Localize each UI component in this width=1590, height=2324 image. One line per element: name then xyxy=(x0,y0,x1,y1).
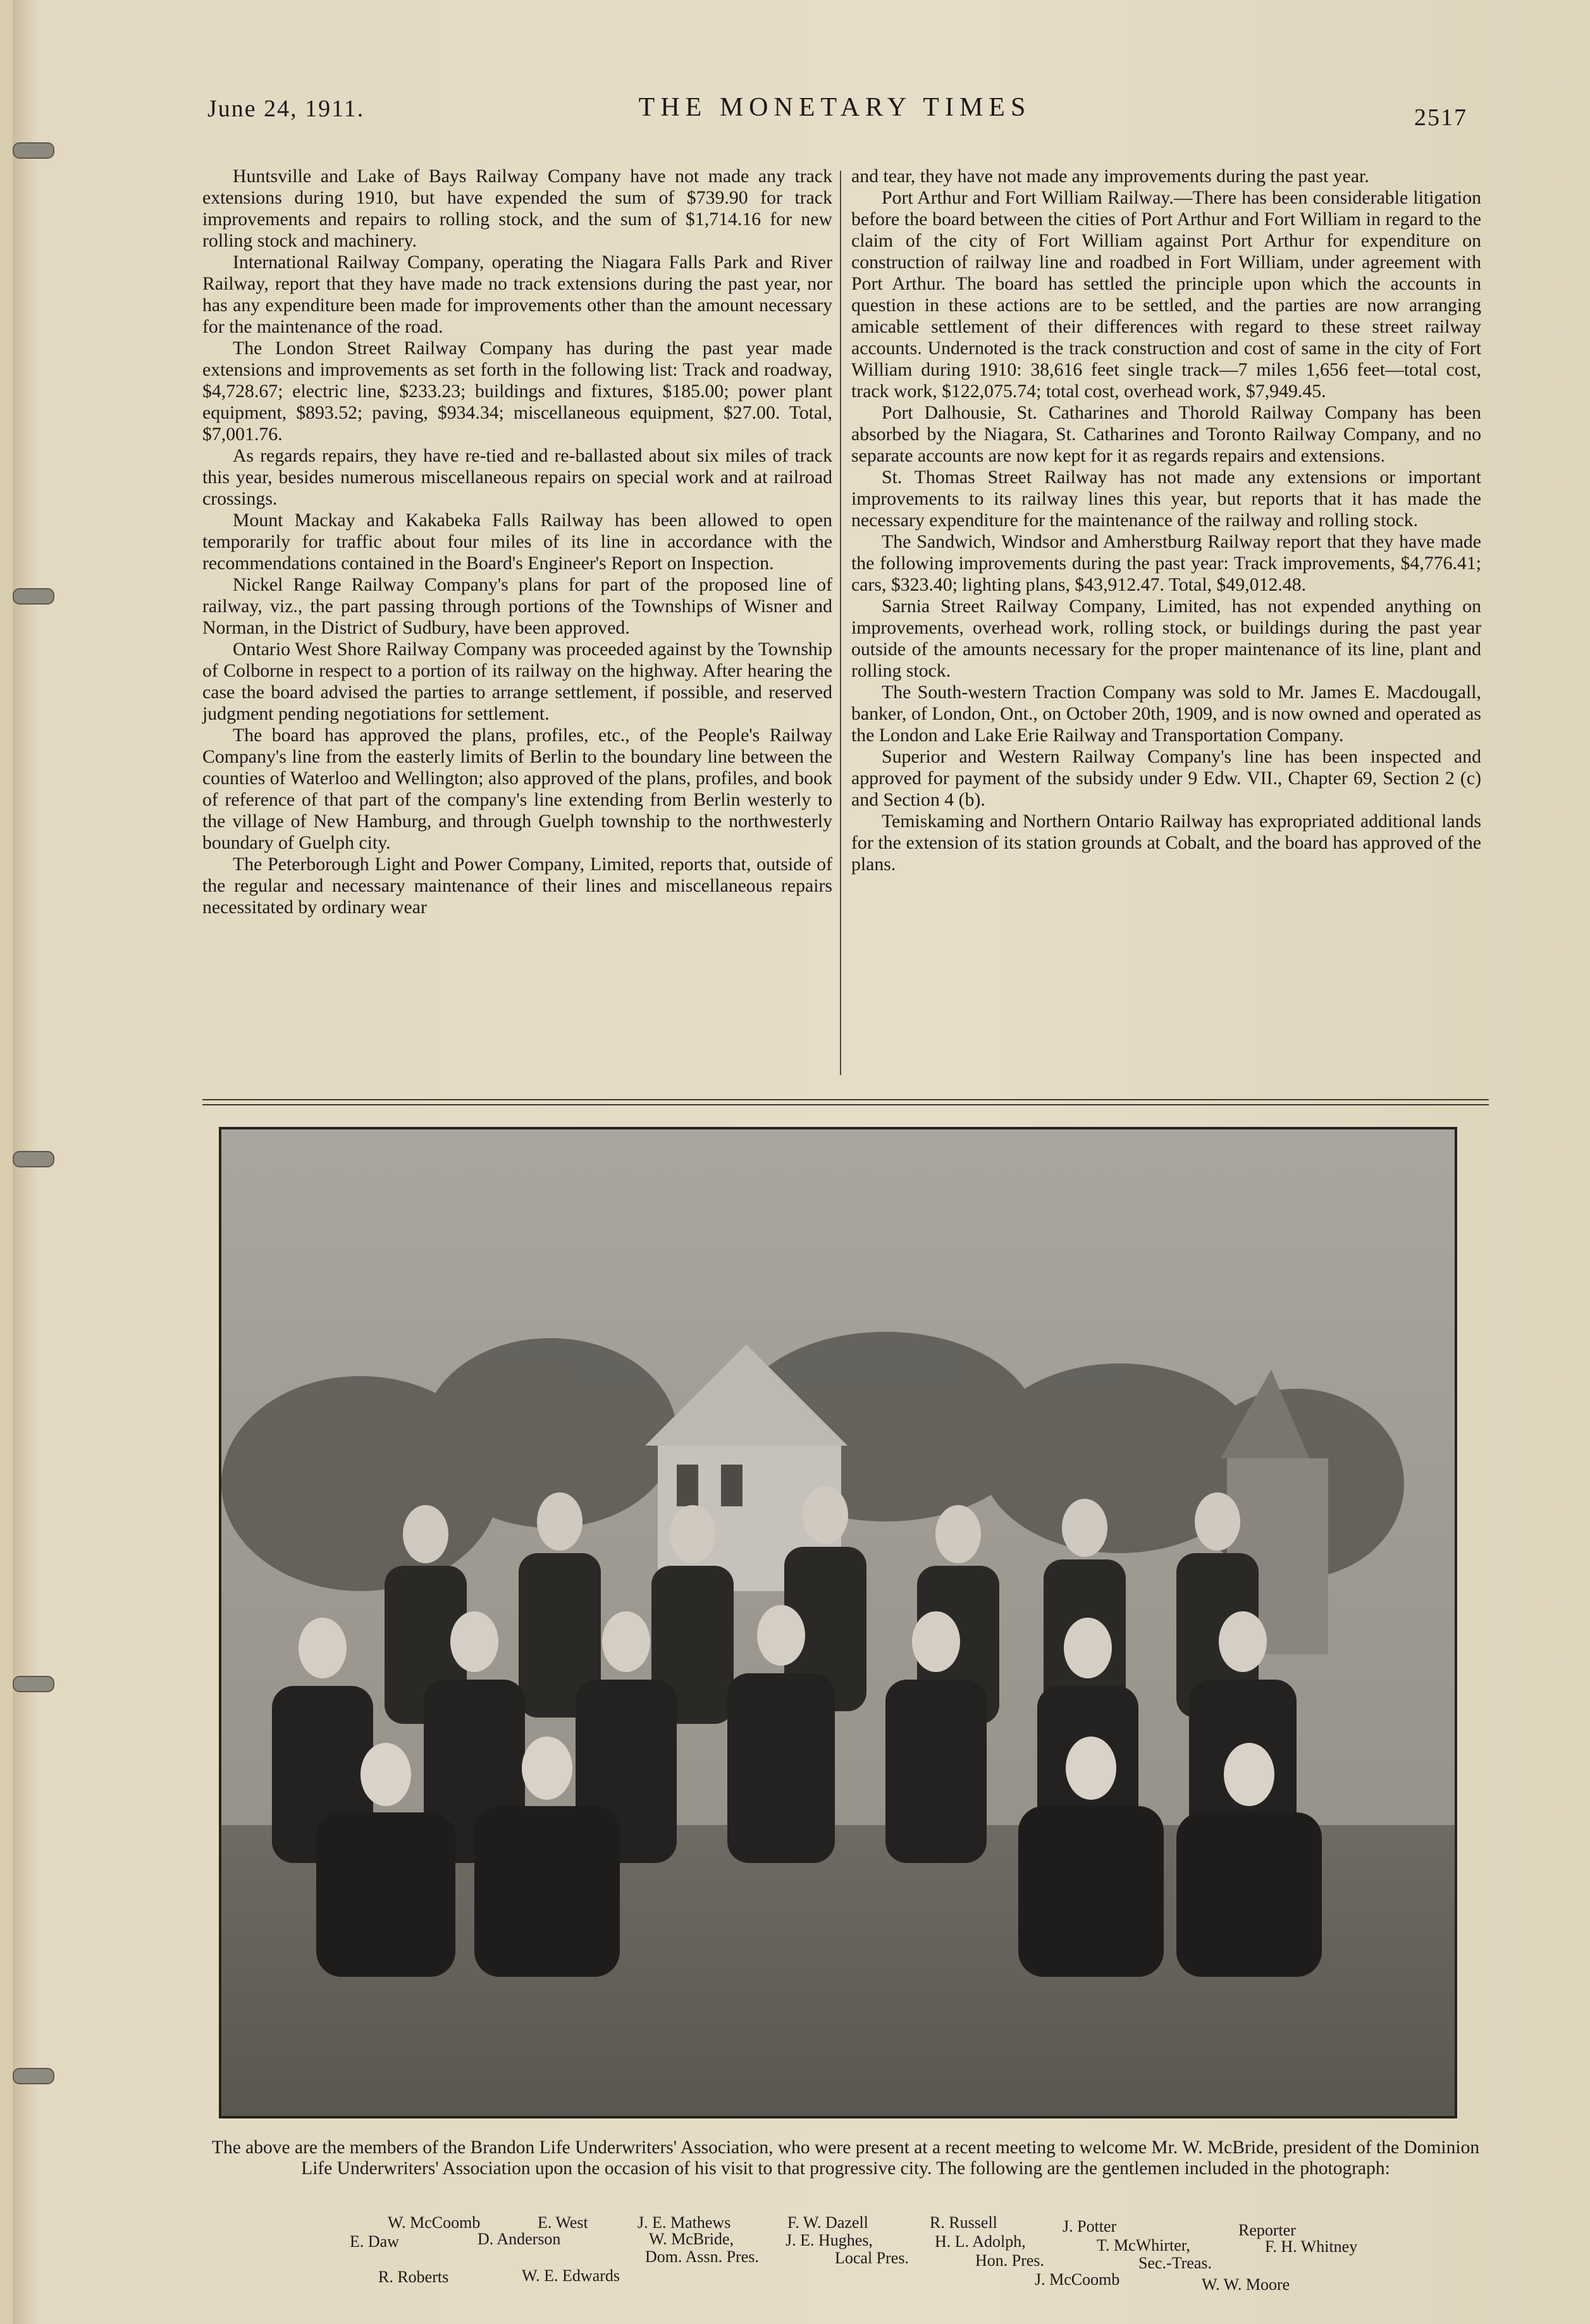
paragraph: Sarnia Street Railway Company, Limited, has not expended anything on improvements, overhead work, rolling stock, or buildings during the past year outside of the amounts necessary for the proper maintenance of its line, plant and rolling stock. xyxy=(851,596,1481,681)
paragraph: Nickel Range Railway Company's plans for part of the proposed line of railway, viz., the part passing through portions of the Townships of Wisner and Norman, in the District of Sudbury, have been approved. xyxy=(202,574,832,638)
person-name: W. McCoomb xyxy=(388,2213,481,2232)
person-name: H. L. Adolph, xyxy=(935,2232,1026,2251)
paragraph: Mount Mackay and Kakabeka Falls Railway has been allowed to open temporarily for traffic about four miles of its line in accordance with the recommendations contained in the Board's Engineer's Report on Inspection. xyxy=(202,510,832,574)
paragraph: The board has approved the plans, profiles, etc., of the People's Railway Company's line from the easterly limits of Berlin to the boundary line between the counties of Waterloo and Wellington; also approved of the plans, profiles, and book of reference of that part of the company's line extending from Berlin westerly to the village of New Hamburg, and through Guelph township to the northwesterly boundary of Guelph city. xyxy=(202,725,832,853)
person-name: J. E. Mathews xyxy=(638,2213,731,2232)
magazine-page xyxy=(13,0,1590,2324)
issue-date: June 24, 1911. xyxy=(207,95,365,122)
binding-ring xyxy=(13,1676,54,1692)
person-name: W. E. Edwards xyxy=(522,2266,620,2285)
section-rule xyxy=(202,1099,1489,1100)
person-name: W. McBride, xyxy=(649,2230,734,2248)
person-name: J. Potter xyxy=(1063,2217,1117,2235)
person-name: W. W. Moore xyxy=(1202,2275,1290,2294)
section-rule xyxy=(202,1104,1489,1105)
person-name: D. Anderson xyxy=(478,2230,561,2248)
person-name: E. West xyxy=(538,2213,588,2232)
paragraph: The Sandwich, Windsor and Amherstburg Railway report that they have made the following improvements during the past year: Track improvements, $4,776.41; cars, $323.40; lighting plans, $43,912.47. Total, $49,012.48. xyxy=(851,531,1481,595)
person-name: J. McCoomb xyxy=(1035,2270,1120,2289)
paragraph: St. Thomas Street Railway has not made any extensions or important improvements to its railway lines this year, but reports that it has made the necessary expenditure for the maintenance of the railway and rolling stock. xyxy=(851,467,1481,531)
group-photograph xyxy=(219,1127,1457,2118)
person-name: J. E. Hughes, xyxy=(786,2231,873,2249)
page-number: 2517 xyxy=(1414,104,1467,131)
person-role: Hon. Pres. xyxy=(975,2251,1045,2270)
binding-ring xyxy=(13,588,54,605)
binding-ring xyxy=(13,142,54,159)
paragraph: Port Arthur and Fort William Railway.—There has been considerable litigation before the board between the cities of Port Arthur and Fort William in regard to the claim of the city of Fort William against Port Arthur for expenditure on construction of railway line and roadbed in Fort William, under agreement with Port Arthur. The board has settled the principle upon which the accounts in question in these actions are to be settled, and the parties are now arranging amicable settlement of their differences with regard to these street railway accounts. Undernoted is the track construction and cost of same in the city of Fort William during 1910: 38,616 feet single track—7 miles 1,656 feet—total cost, track work, $122,075.74; total cost, overhead work, $7,949.45. xyxy=(851,187,1481,402)
left-column xyxy=(202,166,832,918)
binding-ring xyxy=(13,1151,54,1167)
person-role: Sec.-Treas. xyxy=(1138,2254,1212,2272)
paragraph: Huntsville and Lake of Bays Railway Company have not made any track extensions during 1910, but have expended the sum of $739.90 for track improvements and repairs to rolling stock, and the sum of $1,714.16 for new rolling stock and machinery. xyxy=(202,166,832,251)
paragraph: Superior and Western Railway Company's line has been inspected and approved for payment of the subsidy under 9 Edw. VII., Chapter 69, Section 2 (c) and Section 4 (b). xyxy=(851,746,1481,810)
person-name: E. Daw xyxy=(350,2232,399,2251)
person-role: Dom. Assn. Pres. xyxy=(645,2247,759,2266)
paragraph: The London Street Railway Company has during the past year made extensions and improvements as set forth in the following list: Track and roadway, $4,728.67; electric line, $233.23; buildings and fixtures, $185.00; power plant equipment, $893.52; paving, $934.34; miscellaneous equipment, $27.00. Total, $7,001.76. xyxy=(202,338,832,445)
right-column xyxy=(851,166,1481,875)
photo-caption: The above are the members of the Brandon Life Underwriters' Association, who were present at a recent meeting to welcome Mr. W. McBride, president of the Dominion Life Underwriters' Association upon the occasion of his visit to that progressive city. The following are the gentlemen included in the photograph: xyxy=(211,2137,1480,2179)
person-name: R. Roberts xyxy=(378,2268,449,2286)
photograph-illustration xyxy=(221,1129,1455,2116)
person-role: Local Pres. xyxy=(835,2249,909,2267)
photo-name-list xyxy=(13,2213,1590,2321)
person-name: F. W. Dazell xyxy=(787,2213,868,2232)
binding-ring xyxy=(13,2068,54,2084)
running-header xyxy=(202,89,1467,133)
column-divider xyxy=(840,171,841,1075)
paragraph: As regards repairs, they have re-tied and re-ballasted about six miles of track this year, besides numerous miscellaneous repairs on special work and at railroad crossings. xyxy=(202,445,832,509)
paragraph: The Peterborough Light and Power Company, Limited, reports that, outside of the regular and necessary maintenance of their lines and miscellaneous repairs necessitated by ordinary wear xyxy=(202,854,832,918)
person-name: R. Russell xyxy=(930,2213,997,2232)
paragraph: Ontario West Shore Railway Company was proceeded against by the Township of Colborne in respect to a portion of its railway on the highway. After hearing the case the board advised the parties to arrange settlement, if possible, and reserved judgment pending negotiations for settlement. xyxy=(202,639,832,724)
paragraph: The South-western Traction Company was sold to Mr. James E. Macdougall, banker, of London, Ont., on October 20th, 1909, and is now owned and operated as the London and Lake Erie Railway and Transportation Company. xyxy=(851,682,1481,746)
paragraph: International Railway Company, operating the Niagara Falls Park and River Railway, report that they have made no track extensions during the past year, nor has any expenditure been made for improvements other than the amount necessary for the maintenance of the road. xyxy=(202,252,832,337)
paragraph: Temiskaming and Northern Ontario Railway has expropriated additional lands for the extension of its station grounds at Cobalt, and the board has approved of the plans. xyxy=(851,811,1481,875)
person-name: F. H. Whitney xyxy=(1265,2237,1358,2256)
publication-title: THE MONETARY TIMES xyxy=(638,93,1032,122)
paragraph: Port Dalhousie, St. Catharines and Thorold Railway Company has been absorbed by the Niagara, St. Catharines and Toronto Railway Company, and no separate accounts are now kept for it as regards repairs and extensions. xyxy=(851,402,1481,466)
person-role: Reporter xyxy=(1238,2221,1296,2239)
person-name: T. McWhirter, xyxy=(1097,2236,1190,2254)
paragraph-continuation: and tear, they have not made any improvements during the past year. xyxy=(851,166,1369,187)
